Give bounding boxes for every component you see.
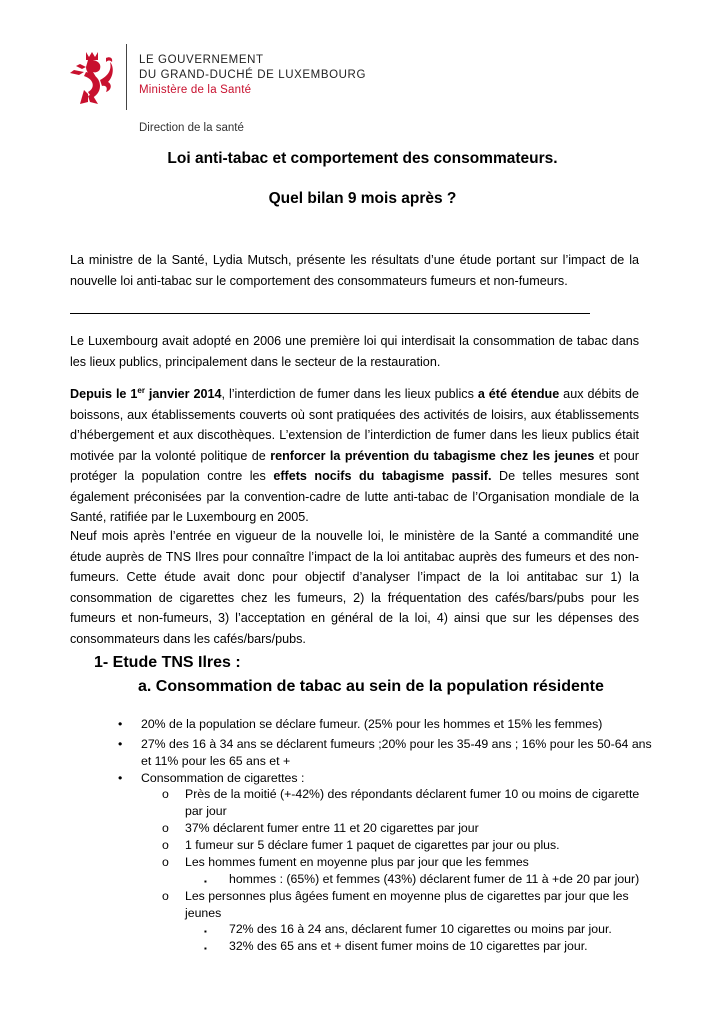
p2-text-3: et pour protéger la population contre les: [70, 448, 639, 484]
gov-line-1: LE GOUVERNEMENT: [139, 54, 264, 66]
square-bullet-icon: ▪: [204, 944, 207, 953]
p2-text-1: , l’interdiction de fumer dans les lieux publics: [221, 387, 478, 402]
sub-bullet-icon: o: [162, 821, 169, 835]
p2-date-start: Depuis le 1: [70, 387, 138, 402]
government-header: [139, 53, 366, 98]
sub-bullet-5-line-2: jeunes: [185, 906, 222, 920]
sub-bullet-icon: o: [162, 838, 169, 852]
paragraph-1: Le Luxembourg avait adopté en 2006 une première loi qui interdisait la consommation de tabac dans les lieux publics, principalement dans le secteur de la restauration.: [70, 334, 639, 369]
paragraph-2: [70, 381, 639, 528]
red-lion-logo-icon: [66, 50, 116, 106]
gov-line-2: DU GRAND-DUCHÉ DE LUXEMBOURG: [139, 69, 367, 81]
square-bullet-icon: ▪: [204, 927, 207, 936]
bullet-icon: •: [118, 717, 123, 731]
sub-bullet-1-line-1: Près de la moitié (+-42%) des répondants déclarent fumer 10 ou moins de cigarette: [185, 787, 640, 801]
p2-text-2: aux débits de boissons, aux établissements couverts où sont pratiquées des activités de loisirs, aux établissements d’hébergement et aux discothèques. L’extension de l’interdiction de fumer dans les lieux publics était motivée par la volonté politique de: [70, 387, 640, 463]
sub-bullet-icon: o: [162, 787, 169, 801]
section-heading-a: a. Consommation de tabac au sein de la population résidente: [138, 678, 604, 695]
p2-bold-1: a été étendue: [477, 387, 560, 402]
paragraph-3: Neuf mois après l’entrée en vigueur de la nouvelle loi, le ministère de la Santé a commandité une étude auprès de TNS Ilres pour connaître l’impact de la loi antitabac auprès des fumeurs et des non-fumeurs. Cette étude avait donc pour objectif d’analyser l’impact de la loi antitabac sur 1) la consommation de cigarettes chez les fumeurs, 2) la fréquentation des cafés/bars/pubs pour les fumeurs et non-fumeurs, 3) l’acceptation en général de la loi, 4) ainsi que sur les dépenses des consommateurs dans les cafés/bars/pubs.: [70, 529, 639, 646]
bullet-2-line-1: 27% des 16 à 34 ans se déclarent fumeurs ;20% pour les 35-49 ans ; 16% pour les 50-64 ans: [141, 737, 652, 751]
horizontal-rule: [70, 313, 590, 314]
sub-sub-bullet-2: 72% des 16 à 24 ans, déclarent fumer 10 cigarettes ou moins par jour.: [229, 922, 612, 936]
sub-sub-bullet-1: hommes : (65%) et femmes (43%) déclarent fumer de 11 à +de 20 par jour): [229, 872, 640, 886]
p2-superscript: er: [137, 386, 145, 395]
intro-paragraph: La ministre de la Santé, Lydia Mutsch, présente les résultats d’une étude portant sur l’impact de la nouvelle loi anti-tabac sur le comportement des consommateurs fumeurs et non-fumeurs.: [70, 253, 639, 288]
bullet-2-line-2: et 11% pour les 65 ans et +: [141, 754, 291, 768]
title-line-2: Quel bilan 9 mois après ?: [268, 190, 457, 207]
sub-bullet-2: 37% déclarent fumer entre 11 et 20 cigarettes par jour: [185, 821, 479, 835]
bullet-3: Consommation de cigarettes :: [141, 771, 305, 785]
section-heading-1: 1- Etude TNS Ilres :: [94, 654, 241, 671]
sub-bullet-icon: o: [162, 889, 169, 903]
sub-bullet-4: Les hommes fument en moyenne plus par jour que les femmes: [185, 855, 529, 869]
p2-text-4: De telles mesures sont également préconisées par la convention-cadre de lutte anti-tabac de l’Organisation mondiale de la Santé, ratifiée par le Luxembourg en 2005.: [70, 469, 639, 525]
sub-bullet-5-line-1: Les personnes plus âgées fument en moyenne plus de cigarettes par jour que les: [185, 889, 629, 903]
sub-sub-bullet-3: 32% des 65 ans et + disent fumer moins de 10 cigarettes par jour.: [229, 939, 588, 953]
ministry-name: Ministère de la Santé: [139, 84, 252, 96]
header-divider: [126, 44, 127, 110]
title-line-1: Loi anti-tabac et comportement des consommateurs.: [167, 150, 558, 167]
square-bullet-icon: ▪: [204, 877, 207, 886]
p2-bold-2: renforcer la prévention du tabagisme chez les jeunes: [270, 448, 595, 463]
p2-bold-3: effets nocifs du tabagisme passif.: [273, 469, 492, 484]
bullet-icon: •: [118, 771, 123, 785]
sub-bullet-3: 1 fumeur sur 5 déclare fumer 1 paquet de cigarettes par jour ou plus.: [185, 838, 560, 852]
direction-label: Direction de la santé: [139, 122, 244, 134]
bullet-1: 20% de la population se déclare fumeur. (25% pour les hommes et 15% les femmes): [141, 717, 603, 731]
bullet-icon: •: [118, 737, 123, 751]
p2-date-end: janvier 2014: [144, 387, 222, 402]
sub-bullet-1-line-2: par jour: [185, 804, 227, 818]
sub-bullet-icon: o: [162, 855, 169, 869]
